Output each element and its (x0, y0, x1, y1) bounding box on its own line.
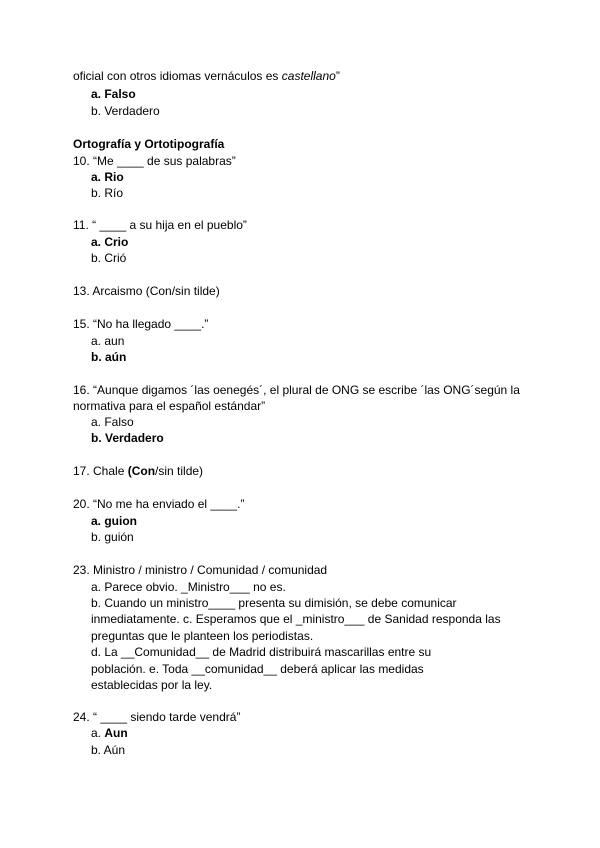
q16-option-a: a. Falso (91, 415, 134, 429)
q17-prompt (73, 463, 203, 479)
q24-prompt: 24. “ ____ siendo tarde vendrá” (73, 710, 241, 724)
intro-option-a: a. Falso (91, 87, 136, 101)
q23-prompt: 23. Ministro / ministro / Comunidad / comunidad (73, 563, 328, 577)
q24-option-b: b. Aún (91, 743, 126, 757)
section-title: Ortografía y Ortotipografía (73, 137, 225, 151)
q16-prompt-line1: 16. “Aunque digamos ´las oenegés´, el plural de ONG se escribe ´las ONG´según la (73, 383, 520, 397)
q23-line: población. e. Toda __comunidad__ deberá aplicar las medidas (91, 662, 424, 676)
q10-prompt: 10. “Me ____ de sus palabras” (73, 154, 236, 168)
q23-line: b. Cuando un ministro____ presenta su dimisión, se debe comunicar (91, 596, 457, 610)
q24-option-a-answer: Aun (104, 726, 128, 740)
q20-prompt: 20. “No me ha enviado el ____.” (73, 497, 245, 511)
q15-option-b: b. aún (91, 350, 127, 364)
q23-line: preguntas que le planteen los periodistas. (91, 629, 314, 643)
q10-option-b: b. Río (91, 186, 124, 200)
q16-prompt-line2: normativa para el español estándar” (73, 399, 266, 413)
intro-italic-word: castellano (281, 69, 336, 83)
q13-prompt: 13. Arcaismo (Con/sin tilde) (73, 284, 220, 298)
q15-option-a: a. aun (91, 334, 125, 348)
q17-bold-answer: (Con (127, 464, 156, 478)
q23-line: a. Parece obvio. _Ministro___ no es. (91, 580, 286, 594)
intro-closing-quote: ” (335, 69, 340, 83)
q11-prompt: 11. “ ____ a su hija en el pueblo” (73, 218, 247, 232)
q20-option-b: b. guión (91, 530, 134, 544)
q24-option-a (91, 725, 128, 741)
q11-option-a: a. Crio (91, 235, 129, 249)
q17-text: 17. Chale (73, 464, 128, 478)
intro-option-b: b. Verdadero (91, 104, 160, 118)
q24-option-a-prefix: a. (91, 726, 105, 740)
q10-option-a: a. Rio (91, 170, 124, 184)
q15-prompt: 15. “No ha llegado ____.” (73, 317, 209, 331)
intro-text: oficial con otros idiomas vernáculos es (73, 69, 282, 83)
intro-line (73, 68, 340, 84)
q16-option-b: b. Verdadero (91, 431, 164, 445)
q23-line: establecidas por la ley. (91, 678, 213, 692)
q17-text-end: /sin tilde) (155, 464, 204, 478)
q23-line: d. La __Comunidad__ de Madrid distribuirá mascarillas entre su (91, 645, 432, 659)
q11-option-b: b. Crió (91, 251, 127, 265)
q23-line: inmediatamente. c. Esperamos que el _ministro___ de Sanidad responda las (91, 612, 501, 626)
q20-option-a: a. guion (91, 514, 137, 528)
